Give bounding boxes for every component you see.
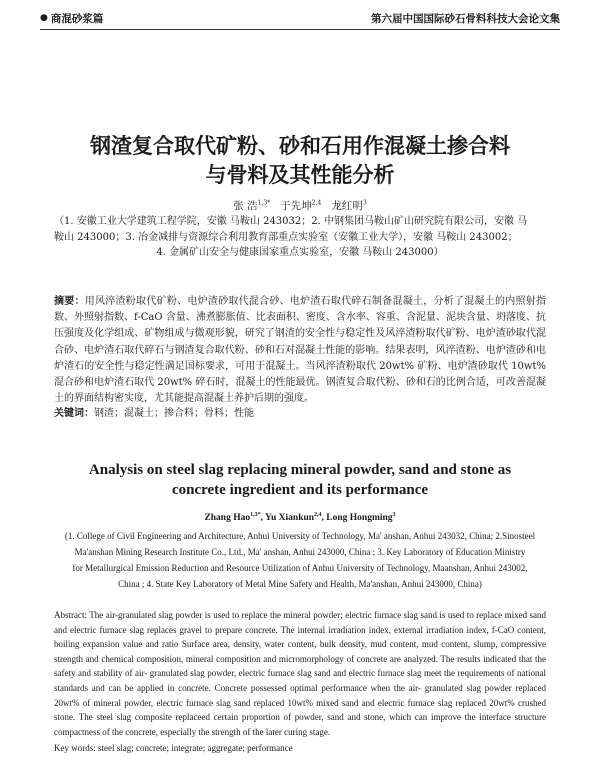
author-en-3-affil: 3	[392, 512, 396, 518]
title-chinese	[40, 132, 560, 190]
keywords-cn-label: 关键词：	[54, 408, 94, 419]
author-en-1-affil: 1,3*	[250, 512, 261, 518]
affiliations-chinese	[54, 214, 546, 261]
title-english-line1: Analysis on steel slag replacing mineral powder, sand and stone as	[88, 462, 512, 478]
affil-en-line3: for Metallurgical Emission Reduction and Resource Utilization of Anhui University of Technology, Maanshan, Anhui 243002,	[72, 563, 528, 573]
header-rule	[40, 29, 560, 30]
affil-cn-line1: （1. 安徽工业大学建筑工程学院，安徽 马鞍山 243032；2. 中钢集团马鞍山矿山研究院有限公司，安徽 马	[54, 216, 528, 227]
authors-chinese	[40, 198, 560, 213]
author-2: 于先坤	[280, 200, 312, 212]
authors-english: Zhang Hao$^{1,3*}$, Yu Xiankun$^{2,4}$, Long Hongming$^3$	[204, 512, 396, 524]
bullet-icon: ●	[40, 13, 48, 23]
header-left	[40, 11, 103, 26]
affil-en-line4: China ; 4. State Key Laboratory of Metal Mine Safety and Health, Ma'anshan, Anhui 243000, China)	[118, 579, 482, 589]
title-english	[40, 460, 560, 500]
abstract-chinese	[54, 294, 546, 407]
affil-en-line2: Ma'anshan Mining Research Institute Co., Ltd., Ma' anshan, Anhui 243000, China ; 3. Key Laboratory of Education Ministry	[74, 547, 526, 557]
author-1-affil: 1,3*	[257, 199, 271, 207]
abstract-cn-label: 摘要：	[54, 296, 85, 307]
keywords-cn-text: 钢渣；混凝土；掺合料；骨料；性能	[94, 408, 254, 419]
title-english-line2: concrete ingredient and its performance	[171, 482, 429, 498]
author-3: 龙红明	[331, 200, 363, 212]
abstract-english	[54, 608, 546, 739]
author-en-3: Long Hongming	[326, 513, 393, 524]
keywords-en-text: steel slag; concrete; integrate; aggregate; performance	[98, 743, 293, 753]
author-1: 张 浩	[233, 200, 258, 212]
header-proceedings: 第六届中国国际砂石骨料科技大会论文集	[371, 12, 560, 25]
author-2-affil: 2,4	[311, 199, 322, 207]
abstract-en-label: Abstract:	[54, 610, 87, 620]
affil-cn-line2: 鞍山 243000；3. 冶金减排与资源综合利用教育部重点实验室（安徽工业大学），安徽 马鞍山 243002；	[54, 231, 518, 243]
affiliations-english	[54, 528, 546, 592]
affil-cn-line3: 4. 金属矿山安全与健康国家重点实验室，安徽 马鞍山 243000）	[156, 247, 444, 258]
author-en-2-affil: 2,4	[314, 512, 322, 518]
title-chinese-line2: 与骨料及其性能分析	[205, 163, 395, 187]
keywords-english	[54, 743, 546, 753]
keywords-en-label: Key words:	[54, 743, 96, 753]
author-en-2: Yu Xiankun	[265, 513, 315, 524]
affil-en-line1: (1. College of Civil Engineering and Architecture, Anhui University of Technology, Ma' anshan, Anhui 243032, China; 2.Sinosteel	[64, 531, 536, 541]
abstract-en-text: The air-granulated slag powder is used to replace the mineral powder; electric furnace slag sand is used to replace mixed sand and electric furnace slag replaces gravel to prepare concrete. The internal irradiation index, external irradiation index, f-CaO content, boiling expansion value and ratio Surface area, density, water content, bulk density, mud content, mud content, slump, compressive strength and chemical composition, mineral composition and micromorphology of concrete are analyzed. The results indicated that the safety and stability of air- granulated slag powder, electric furnace slag sand and electric furnace slag meet the requirements of national standards and can be applied in concrete. Concrete possessed optimal performance when the air- granulated slag powder replaced 20wt% of mineral powder, electric furnace slag sand replaced 10wt% mixed sand and electric furnace slag replaced 20wt% crushed stone. The steel slag composite replaceed certain proportion of powder, sand and stone, which can improve the interface structure compactness of the concrete, especially the strength of the later curing stage.	[54, 610, 546, 737]
running-header	[40, 9, 560, 27]
header-section: 商混砂浆篇	[50, 12, 104, 25]
title-chinese-line1: 钢渣复合取代矿粉、砂和石用作混凝土掺合料	[90, 134, 510, 158]
keywords-chinese	[54, 404, 546, 419]
abstract-cn-text: 用风淬渣粉取代矿粉、电炉渣砂取代混合砂、电炉渣石取代碎石制备混凝土，分析了混凝土的内照射指数、外照射指数、f-CaO 含量、沸煮膨胀值、比表面积、密度、含水率、容重、含泥量、泥块含量、坍落度、抗压强度及化学组成、矿物组成与微观形貌，研究了钢渣的安全性与稳定性及风淬渣粉取代矿粉、电炉渣砂取代混合砂、电炉渣石取代碎石与钢渣复合取代粉、砂和石对混凝土性能的影响。结果表明，风淬渣粉、电炉渣砂和电炉渣石的安全性与稳定性满足国标要求，可用于混凝土。当风淬渣粉取代 20wt% 矿粉、电炉渣砂取代 10wt% 混合砂和电炉渣石取代 20wt% 碎石时，混凝土的性能最优。钢渣复合取代粉、砂和石的比例合适，可改善混凝土的界面结构密实度，尤其能提高混凝土养护后期的强度。	[54, 296, 547, 405]
author-3-affil: 3	[362, 199, 367, 207]
author-en-1: Zhang Hao	[204, 513, 251, 524]
